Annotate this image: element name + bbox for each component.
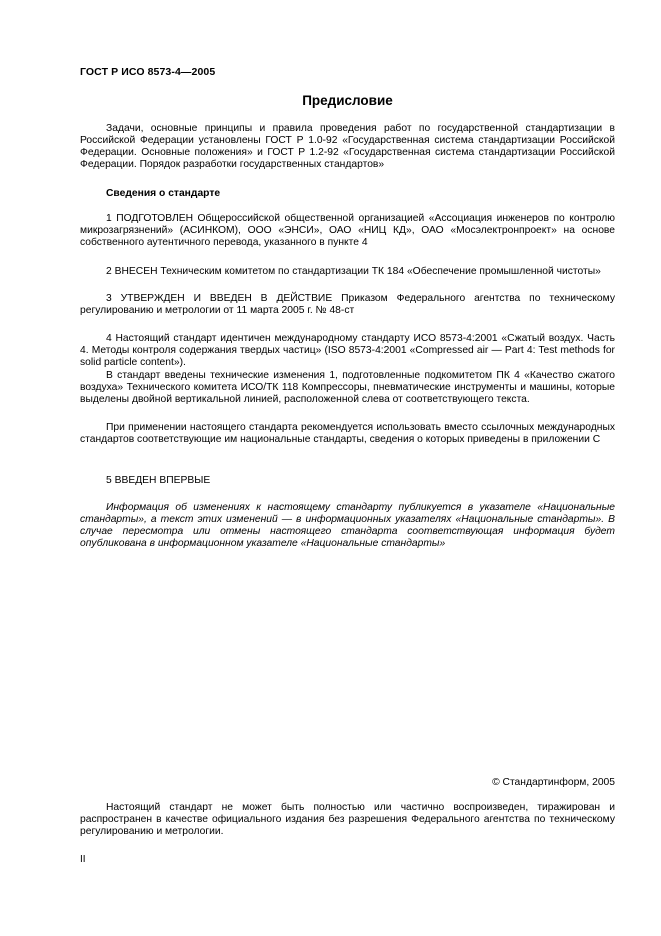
copyright-notice: © Стандартинформ, 2005 bbox=[492, 777, 615, 788]
document-code-header: ГОСТ Р ИСО 8573-4—2005 bbox=[80, 66, 216, 78]
item-4-references-paragraph: При применении настоящего стандарта рекомендуется использовать вместо ссылочных международных стандартов соответствующие им национальные стандарты, сведения о которых приведены в приложении С bbox=[80, 422, 615, 445]
reproduction-notice: Настоящий стандарт не может быть полностью или частично воспроизведен, тиражирован и распространен в качестве официального издания без разрешения Федерального агентства по техническому регулированию и метрологии. bbox=[80, 802, 615, 837]
info-notice-paragraph: Информация об изменениях к настоящему стандарту публикуется в указателе «Национальные стандарты», а текст этих изменений — в информационных указателях «Национальные стандарты». В случае пересмотра или отмены настоящего стандарта соответствующая информация будет опубликована в информационном указателе «Национальные стандарты» bbox=[80, 502, 615, 549]
page-number: II bbox=[80, 854, 86, 865]
item-1-paragraph: 1 ПОДГОТОВЛЕН Общероссийской общественной организацией «Ассоциация инженеров по контролю микрозагрязнений» (АСИНКОМ), ООО «ЭНСИ», ОАО «НИЦ КД», ОАО «Мосэлектронпроект» на основе собственного аутентичного перевода, указанного в пункте 4 bbox=[80, 213, 615, 248]
item-5-paragraph: 5 ВВЕДЕН ВПЕРВЫЕ bbox=[106, 475, 211, 486]
item-4-paragraph: 4 Настоящий стандарт идентичен международному стандарту ИСО 8573-4:2001 «Сжатый воздух. Часть 4. Методы контроля содержания твердых частиц» (ISO 8573-4:2001 «Compressed air — Part 4: Test methods for solid particle content»). bbox=[80, 333, 615, 368]
item-2-paragraph: 2 ВНЕСЕН Техническим комитетом по стандартизации ТК 184 «Обеспечение промышленной чистоты» bbox=[106, 266, 601, 277]
standard-info-heading: Сведения о стандарте bbox=[106, 188, 221, 199]
intro-paragraph: Задачи, основные принципы и правила проведения работ по государственной стандартизации в Российской Федерации установлены ГОСТ Р 1.0-92 «Государственная система стандартизации Российской Федерации. Основные положения» и ГОСТ Р 1.2-92 «Государственная система стандартизации Российской Федерации. Порядок разработки государственных стандартов» bbox=[80, 123, 615, 170]
item-3-paragraph: 3 УТВЕРЖДЕН И ВВЕДЕН В ДЕЙСТВИЕ Приказом Федерального агентства по техническому регулированию и метрологии от 11 марта 2005 г. № 48-ст bbox=[80, 293, 615, 316]
foreword-title: Предисловие bbox=[302, 93, 393, 108]
item-4-changes-paragraph: В стандарт введены технические изменения 1, подготовленные подкомитетом ПК 4 «Качество сжатого воздуха» Технического комитета ИСО/ТК 118 Компрессоры, пневматические инструменты и машины, которые выделены двойной вертикальной линией, расположенной слева от соответствующего текста. bbox=[80, 370, 615, 405]
